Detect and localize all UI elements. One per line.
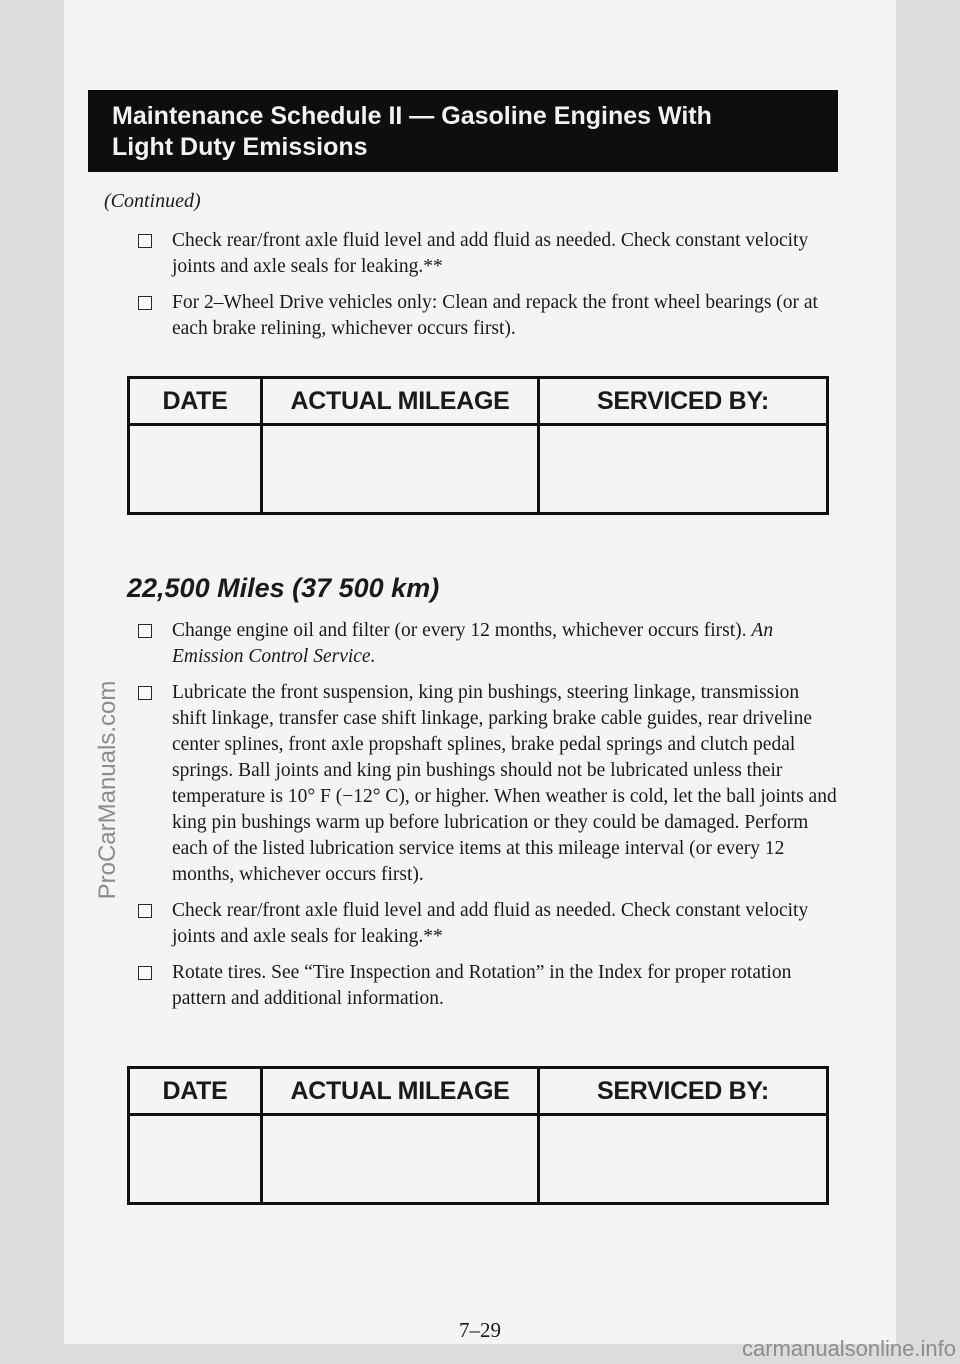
page-number: 7–29 (459, 1318, 501, 1342)
checkbox-icon[interactable] (138, 296, 152, 310)
checkbox-icon[interactable] (138, 234, 152, 248)
date-cell[interactable] (130, 426, 260, 512)
item-emphasis: An Emission Control Service. (172, 620, 774, 667)
list-item (138, 290, 838, 342)
item-text: Check rear/front axle fluid level and add fluid as needed. Check constant velocity joints and axle seals for leaking.** (172, 900, 809, 947)
header-line-2: Light Duty Emissions (112, 133, 368, 161)
watermark-left: ProCarManuals.com (94, 680, 121, 900)
section-title: 22,500 Miles (37 500 km) (127, 573, 440, 603)
watermark-bottom: carmanualsonline.info (741, 1336, 956, 1361)
service-record-table-2 (127, 1066, 829, 1205)
col-date: DATE (130, 379, 260, 426)
top-checklist (138, 228, 838, 352)
checkbox-icon[interactable] (138, 624, 152, 638)
continued-label: (Continued) (104, 190, 201, 212)
col-serviced-by: SERVICED BY: (537, 379, 826, 426)
item-text: For 2–Wheel Drive vehicles only: Clean and repack the front wheel bearings (or at each brake relining, whichever occurs first). (172, 292, 818, 339)
serviced-by-cell[interactable] (537, 1116, 826, 1202)
page-header (88, 90, 838, 172)
col-serviced-by: SERVICED BY: (537, 1069, 826, 1116)
col-date: DATE (130, 1069, 260, 1116)
checkbox-icon[interactable] (138, 904, 152, 918)
item-text: Rotate tires. See “Tire Inspection and Rotation” in the Index for proper rotation pattern and additional information. (172, 962, 792, 1009)
col-actual-mileage: ACTUAL MILEAGE (260, 379, 537, 426)
list-item (138, 618, 838, 670)
checkbox-icon[interactable] (138, 686, 152, 700)
list-item (138, 680, 838, 888)
list-item (138, 898, 838, 950)
serviced-by-cell[interactable] (537, 426, 826, 512)
date-cell[interactable] (130, 1116, 260, 1202)
item-text: Change engine oil and filter (or every 12 months, whichever occurs first). (172, 620, 752, 641)
mileage-cell[interactable] (260, 426, 537, 512)
header-line-1: Maintenance Schedule II — Gasoline Engines With (112, 102, 712, 130)
col-actual-mileage: ACTUAL MILEAGE (260, 1069, 537, 1116)
mileage-cell[interactable] (260, 1116, 537, 1202)
item-text: Lubricate the front suspension, king pin bushings, steering linkage, transmission shift linkage, transfer case shift linkage, parking brake cable guides, rear driveline center splines, front axle propshaft splines, brake pedal springs and clutch pedal springs. Ball joints and king pin bushings should not be lubricated unless their temperature is 10° F (−12° C), or higher. When weather is cold, let the ball joints and king pin bushings warm up before lubrication or they could be damaged. Perform each of the listed lubrication service items at this mileage interval (or every 12 months, whichever occurs first). (172, 682, 837, 885)
service-record-table-1 (127, 376, 829, 515)
item-text: Check rear/front axle fluid level and add fluid as needed. Check constant velocity joints and axle seals for leaking.** (172, 230, 809, 277)
section-checklist (138, 618, 838, 1022)
checkbox-icon[interactable] (138, 966, 152, 980)
list-item (138, 228, 838, 280)
list-item (138, 960, 838, 1012)
